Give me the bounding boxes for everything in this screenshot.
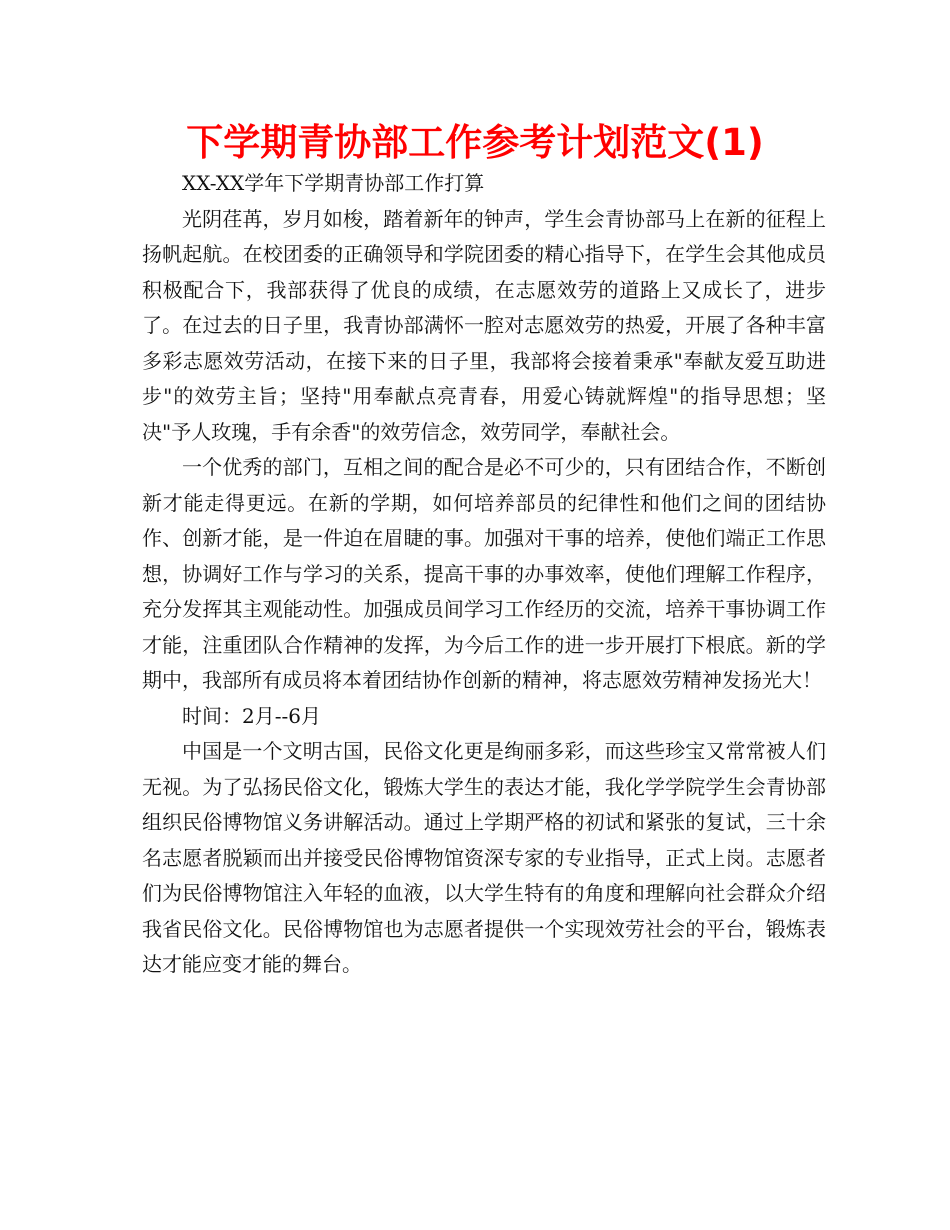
paragraph-intro: 光阴荏苒，岁月如梭，踏着新年的钟声，学生会青协部马上在新的征程上扬帆起航。在校团委的正确领导和学院团委的精心指导下，在学生会其他成员积极配合下，我部获得了优良的成绩，在志愿效劳的道路上又成长了，进步了。在过去的日子里，我青协部满怀一腔对志愿效劳的热爱，开展了各种丰富多彩志愿效劳活动，在接下来的日子里，我部将会接着秉承"奉献友爱互助进步"的效劳主旨；坚持"用奉献点亮青春，用爱心铸就辉煌"的指导思想；坚决"予人玫瑰，手有余香"的效劳信念，效劳同学，奉献社会。 [142, 206, 826, 444]
paragraph-time: 时间：2月--6月 [182, 703, 321, 728]
document-body [142, 166, 826, 983]
document-subtitle: XX-XX学年下学期青协部工作打算 [182, 171, 485, 195]
document-title: 下学期青协部工作参考计划范文(1) [186, 121, 764, 164]
paragraph-teamwork: 一个优秀的部门，互相之间的配合是必不可少的，只有团结合作，不断创新才能走得更远。在新的学期，如何培养部员的纪律性和他们之间的团结协作、创新才能，是一件迫在眉睫的事。加强对干事的培养，使他们端正工作思想，协调好工作与学习的关系，提高干事的办事效率，使他们理解工作程序，充分发挥其主观能动性。加强成员间学习工作经历的交流，培养干事协调工作才能，注重团队合作精神的发挥，为今后工作的进一步开展打下根底。新的学期中，我部所有成员将本着团结协作创新的精神，将志愿效劳精神发扬光大！ [142, 455, 826, 692]
paragraph-museum: 中国是一个文明古国，民俗文化更是绚丽多彩，而这些珍宝又常常被人们无视。为了弘扬民俗文化，锻炼大学生的表达才能，我化学学院学生会青协部组织民俗博物馆义务讲解活动。通过上学期严格的初试和紧张的复试，三十余名志愿者脱颖而出并接受民俗博物馆资深专家的专业指导，正式上岗。志愿者们为民俗博物馆注入年轻的血液，以大学生特有的角度和理解向社会群众介绍我省民俗文化。民俗博物馆也为志愿者提供一个实现效劳社会的平台，锻炼表达才能应变才能的舞台。 [142, 739, 826, 976]
